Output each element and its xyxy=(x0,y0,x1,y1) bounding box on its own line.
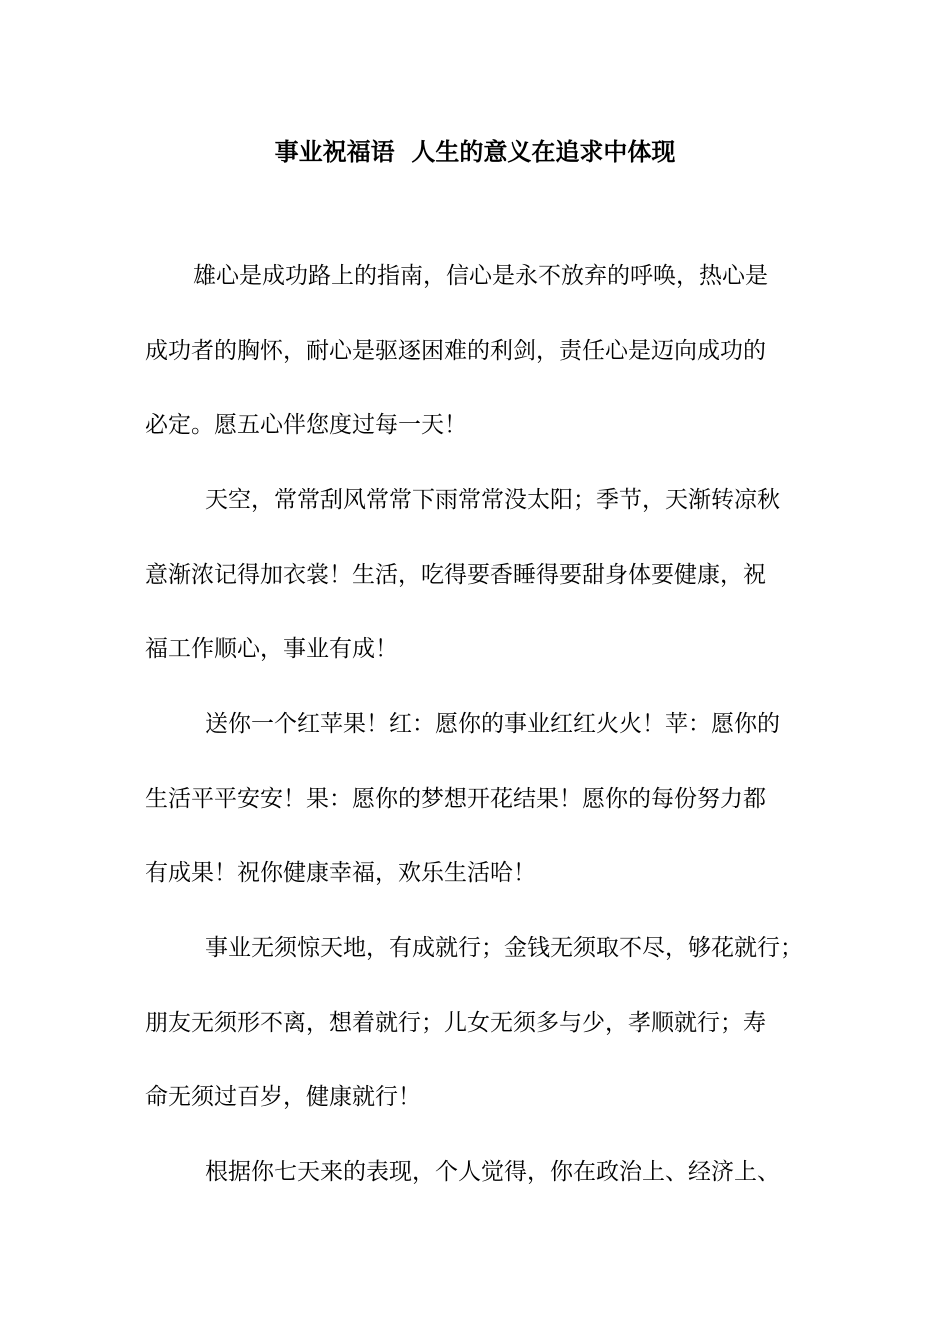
paragraph-5-line-1: 根据你七天来的表现，个人觉得，你在政治上、经济上、 xyxy=(205,1159,780,1185)
paragraph-1-line-2: 成功者的胸怀，耐心是驱逐困难的利剑，责任心是迈向成功的 xyxy=(145,338,766,364)
paragraph-2-line-3: 福工作顺心，事业有成！ xyxy=(145,636,398,662)
paragraph-1-line-3: 必定。愿五心伴您度过每一天！ xyxy=(145,412,467,438)
paragraph-2-line-1: 天空，常常刮风常常下雨常常没太阳；季节，天渐转凉秋 xyxy=(205,487,780,513)
paragraph-3-line-2: 生活平平安安！果：愿你的梦想开花结果！愿你的每份努力都 xyxy=(145,786,766,812)
paragraph-4-line-1: 事业无须惊天地，有成就行；金钱无须取不尽，够花就行； xyxy=(205,935,803,961)
paragraph-2-line-2: 意渐浓记得加衣裳！生活，吃得要香睡得要甜身体要健康，祝 xyxy=(145,562,766,588)
paragraph-3-line-3: 有成果！祝你健康幸福，欢乐生活哈！ xyxy=(145,860,536,886)
paragraph-1-line-1: 雄心是成功路上的指南，信心是永不放弃的呼唤，热心是 xyxy=(193,263,768,289)
paragraph-3-line-1: 送你一个红苹果！红：愿你的事业红红火火！苹：愿你的 xyxy=(205,711,780,737)
document-title: 事业祝福语 人生的意义在追求中体现 xyxy=(274,137,676,166)
paragraph-4-line-2: 朋友无须形不离，想着就行；儿女无须多与少，孝顺就行；寿 xyxy=(145,1010,766,1036)
paragraph-4-line-3: 命无须过百岁，健康就行！ xyxy=(145,1084,421,1110)
